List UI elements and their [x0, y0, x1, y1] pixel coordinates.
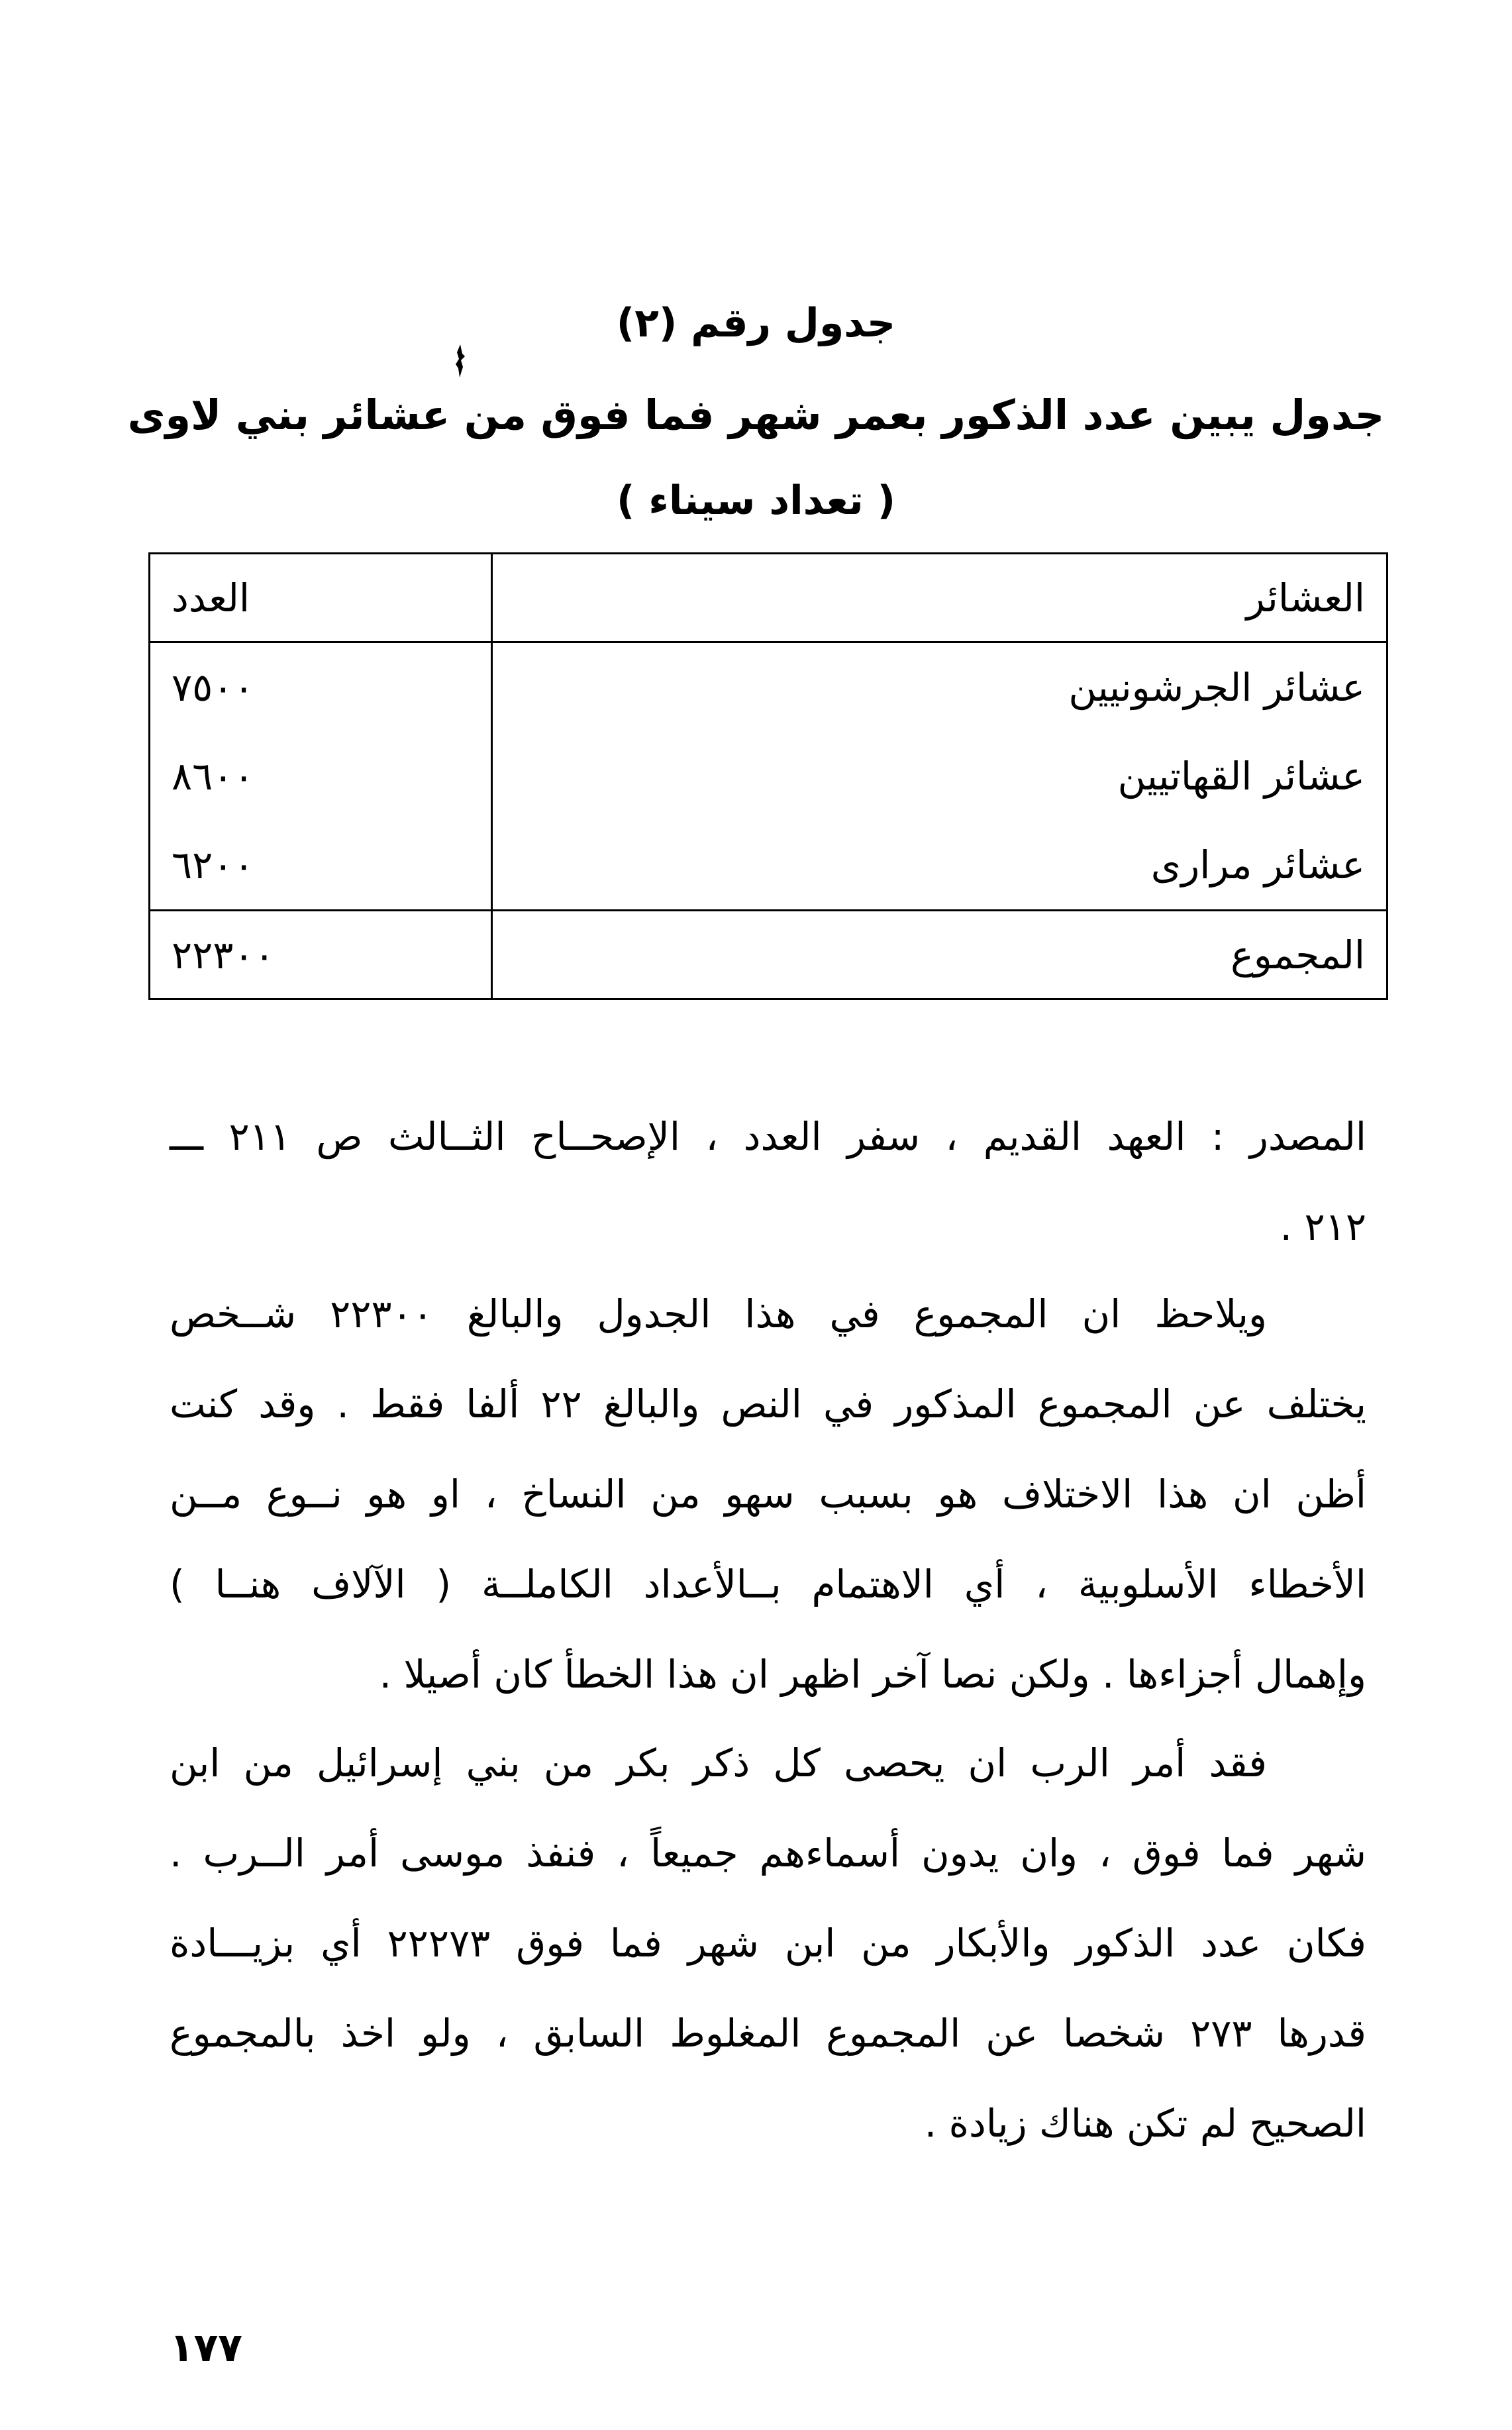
paragraph2-line: فكان عدد الذكور والأبكار من ابن شهر فما فوق ٢٢٢٧٣ أي بزيـــادة	[170, 1921, 1366, 1966]
paragraph1-line: الأخطاء الأسلوبية ، أي الاهتمام بــالأعداد الكاملــة ( الآلاف هنــا )	[170, 1562, 1366, 1607]
column-header-count: العدد	[150, 554, 492, 642]
paragraph1-line: أظن ان هذا الاختلاف هو بسبب سهو من النساخ ، او هو نــوع مــن	[170, 1472, 1366, 1517]
table-row	[150, 732, 1387, 821]
tribe-cell: عشائر القهاتيين	[492, 732, 1387, 821]
count-cell: ٧٥٠٠	[172, 664, 254, 710]
source-line-1: المصدر : العهد القديم ، سفر العدد ، الإصحــاح الثــالث ص ٢١١ ـــ	[170, 1114, 1366, 1159]
table-header-row	[150, 554, 1387, 642]
paragraph2-line: قدرها ٢٧٣ شخصا عن المجموع المغلوط السابق ، ولو اخذ بالمجموع	[170, 2011, 1366, 2056]
column-header-tribes: العشائر	[492, 554, 1387, 642]
table-row	[150, 642, 1387, 732]
table-total-row	[150, 911, 1387, 999]
paragraph1-line: وإهمال أجزاءها . ولكن نصا آخر اظهر ان هذا الخطأ كان أصيلا .	[379, 1652, 1366, 1697]
count-cell: ٦٢٠٠	[172, 842, 254, 888]
page-number: ١٧٧	[170, 2325, 242, 2371]
total-label-cell: المجموع	[492, 911, 1387, 999]
paragraph1-line: يختلف عن المجموع المذكور في النص والبالغ ٢٢ ألفا فقط . وقد كنت	[170, 1382, 1366, 1427]
paragraph2-line: الصحيح لم تكن هناك زيادة .	[924, 2101, 1366, 2146]
tribe-cell: عشائر مرارى	[492, 821, 1387, 911]
census-label: ( تعداد سيناء )	[616, 478, 896, 524]
count-cell: ٨٦٠٠	[172, 754, 254, 799]
total-count-cell: ٢٢٣٠٠	[150, 911, 492, 999]
tribe-cell: عشائر الجرشونيين	[492, 642, 1387, 732]
tribes-table	[148, 552, 1388, 1000]
table-row	[150, 821, 1387, 911]
paragraph1-line: ويلاحظ ان المجموع في هذا الجدول والبالغ ٢٢٣٠٠ شــخص	[170, 1291, 1267, 1337]
scan-speck	[454, 344, 466, 378]
table-caption: جدول يبين عدد الذكور بعمر شهر فما فوق من عشائر بني لاوى	[127, 391, 1385, 439]
table-number-heading: جدول رقم (٢)	[616, 300, 896, 346]
source-line-2: ٢١٢ .	[1280, 1204, 1366, 1249]
paragraph2-line: شهر فما فوق ، وان يدون أسماءهم جميعاً ، فنفذ موسى أمر الــرب .	[170, 1831, 1366, 1876]
paragraph2-line: فقد أمر الرب ان يحصى كل ذكر بكر من بني إسرائيل من ابن	[170, 1741, 1267, 1786]
